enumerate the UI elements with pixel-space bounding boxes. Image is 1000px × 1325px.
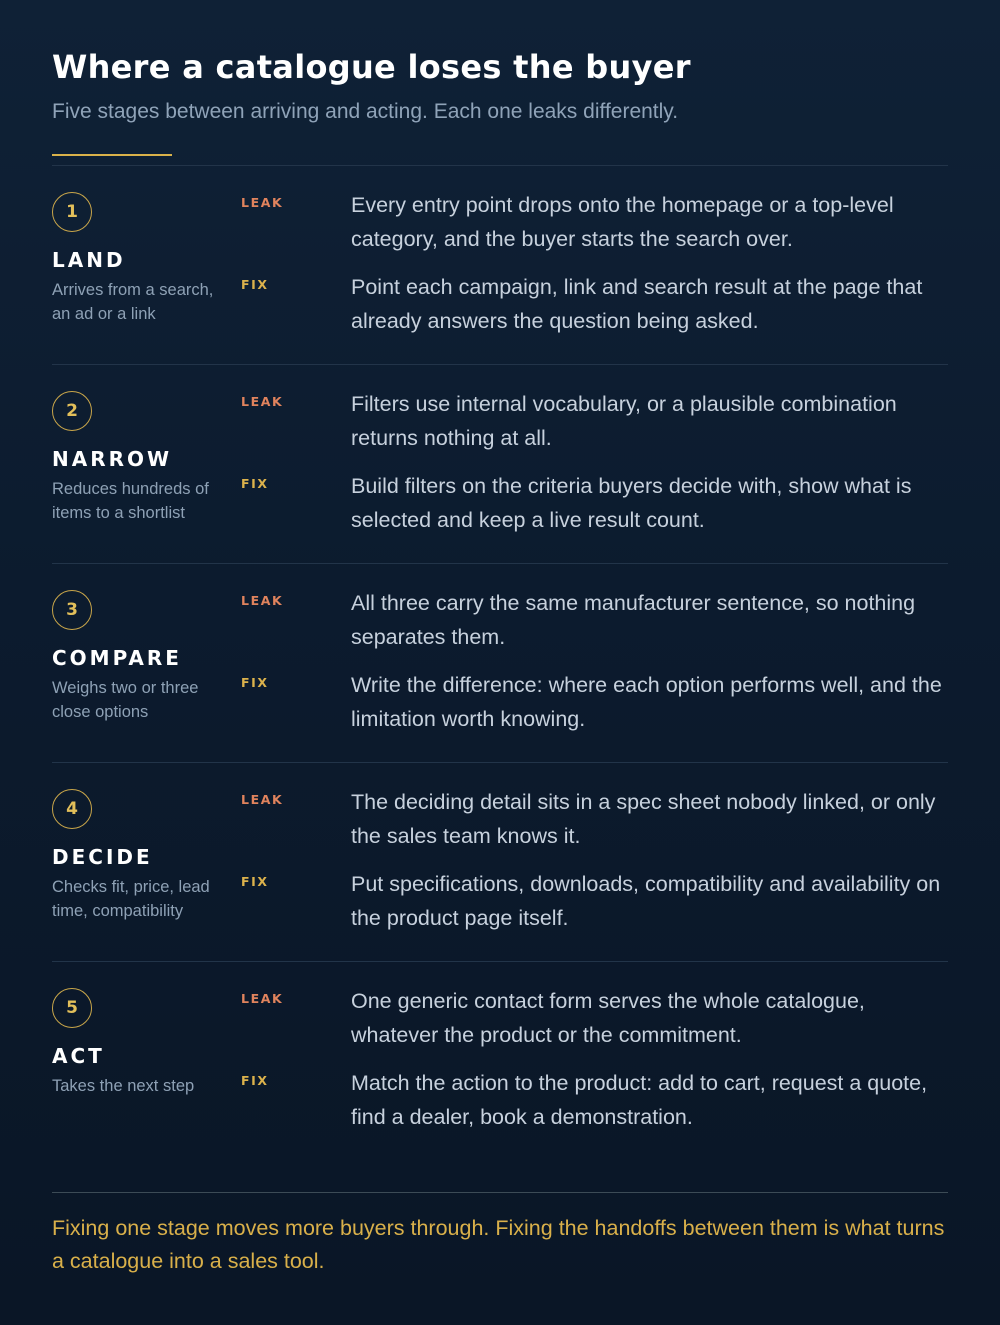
stage-name: LAND <box>52 248 126 272</box>
leak-text: All three carry the same manufacturer sentence, so nothing separates them. <box>351 591 916 649</box>
page-title: Where a catalogue loses the buyer <box>52 48 691 86</box>
leak-label: LEAK <box>241 593 284 608</box>
fix-label: FIX <box>241 476 269 491</box>
stage-description: Arrives from a search, an ad or a link <box>52 281 214 323</box>
leak-label: LEAK <box>241 792 284 807</box>
stage-row-decide <box>52 763 948 962</box>
fix-label: FIX <box>241 874 269 889</box>
stage-description: Reduces hundreds of items to a shortlist <box>52 480 209 522</box>
fix-text: Build filters on the criteria buyers decide with, show what is selected and keep a live result count. <box>351 474 912 532</box>
stage-list <box>52 166 948 1160</box>
stage-number-badge: 4 <box>52 789 92 829</box>
leak-label: LEAK <box>241 195 284 210</box>
leak-text: Every entry point drops onto the homepage or a top-level category, and the buyer starts the search over. <box>351 193 894 251</box>
fix-text: Match the action to the product: add to cart, request a quote, find a dealer, book a demonstration. <box>351 1071 928 1129</box>
stage-description: Checks fit, price, lead time, compatibility <box>52 878 210 920</box>
stage-number-badge: 3 <box>52 590 92 630</box>
fix-text: Point each campaign, link and search result at the page that already answers the question being asked. <box>351 275 923 333</box>
stage-number-badge: 5 <box>52 988 92 1028</box>
leak-text: The deciding detail sits in a spec sheet nobody linked, or only the sales team knows it. <box>351 790 936 848</box>
page-subtitle: Five stages between arriving and acting. Each one leaks differently. <box>52 100 679 123</box>
stage-row-compare <box>52 564 948 763</box>
stage-row-act <box>52 962 948 1160</box>
stage-number-badge: 2 <box>52 391 92 431</box>
fix-label: FIX <box>241 675 269 690</box>
leak-text: One generic contact form serves the whole catalogue, whatever the product or the commitment. <box>351 989 865 1047</box>
leak-label: LEAK <box>241 394 284 409</box>
stage-name: COMPARE <box>52 646 182 670</box>
stage-description: Weighs two or three close options <box>52 679 199 721</box>
stage-name: NARROW <box>52 447 173 471</box>
fix-label: FIX <box>241 1073 269 1088</box>
fix-label: FIX <box>241 277 269 292</box>
stage-row-land <box>52 166 948 365</box>
fix-text: Write the difference: where each option performs well, and the limitation worth knowing. <box>351 673 942 731</box>
divider <box>52 1192 948 1193</box>
stage-name: DECIDE <box>52 845 153 869</box>
stage-name: ACT <box>52 1044 105 1068</box>
stage-row-narrow <box>52 365 948 564</box>
fix-text: Put specifications, downloads, compatibility and availability on the product page itself. <box>351 872 941 930</box>
accent-divider <box>52 154 172 156</box>
leak-label: LEAK <box>241 991 284 1006</box>
stage-description: Takes the next step <box>52 1077 195 1095</box>
leak-text: Filters use internal vocabulary, or a plausible combination returns nothing at all. <box>351 392 897 450</box>
closing-statement: Fixing one stage moves more buyers through. Fixing the handoffs between them is what turns a catalogue into a sales tool. <box>52 1216 945 1273</box>
stage-number-badge: 1 <box>52 192 92 232</box>
